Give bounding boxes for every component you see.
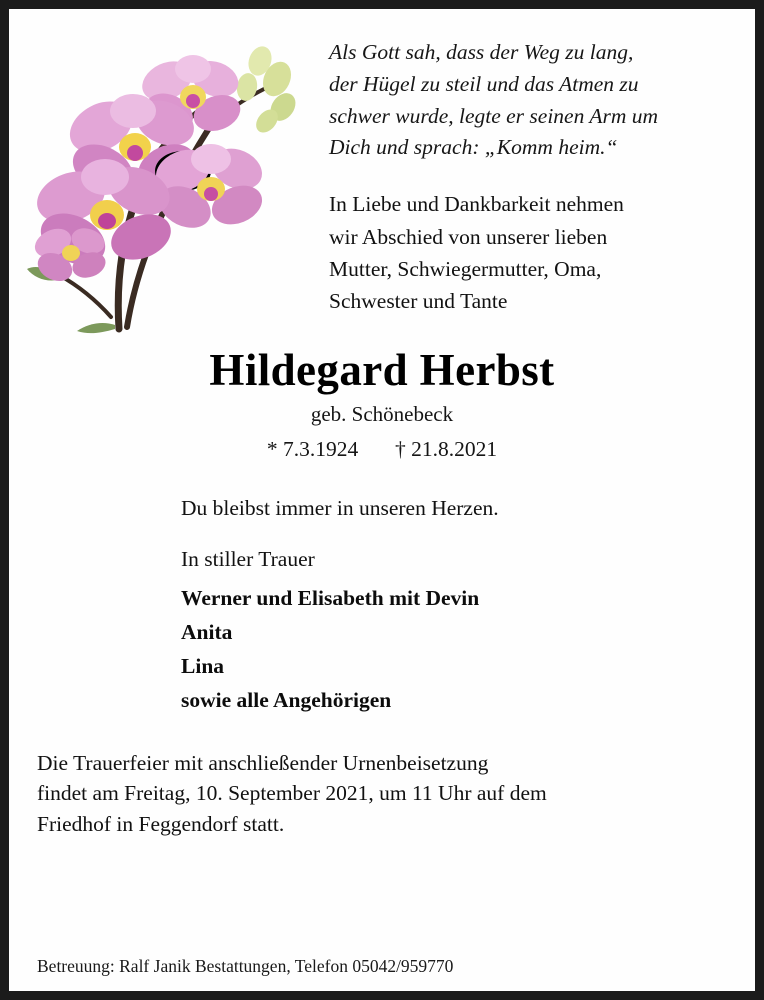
death-date: † 21.8.2021 — [395, 436, 498, 461]
mourner-item: Lina — [181, 653, 225, 678]
intro-line: wir Abschied von unserer lieben — [329, 224, 608, 249]
intro-line: Mutter, Schwiegermutter, Oma, — [329, 256, 602, 281]
ceremony-line: findet am Freitag, 10. September 2021, um 11 Uhr auf dem — [37, 781, 547, 806]
intro-text — [329, 188, 731, 317]
verse-line: Als Gott sah, dass der Weg zu lang, — [329, 40, 634, 64]
orchid-illustration-icon — [15, 17, 305, 337]
obituary-inner — [9, 9, 755, 991]
mourner-item: Werner und Elisabeth mit Devin — [181, 585, 480, 610]
deceased-name: Hildegard Herbst — [209, 345, 555, 396]
verse-line: Dich und sprach: „Komm heim.“ — [329, 135, 618, 160]
mourning-label: In stiller Trauer — [181, 546, 315, 571]
life-dates — [33, 437, 731, 462]
name-block — [33, 345, 731, 461]
funeral-home-footer: Betreuung: Ralf Janik Bestattungen, Telefon 05042/959770 — [37, 956, 454, 976]
birth-date: * 7.3.1924 — [266, 436, 359, 461]
verse — [329, 37, 731, 164]
mourner-item: Anita — [181, 619, 233, 644]
epitaph: Du bleibst immer in unseren Herzen. — [181, 495, 499, 520]
verse-line: schwer wurde, legte er seinen Arm um — [329, 103, 659, 128]
verse-line: der Hügel zu steil und das Atmen zu — [329, 71, 639, 96]
top-text-block — [329, 27, 731, 317]
ceremony-details — [37, 748, 731, 841]
ceremony-line: Friedhof in Feggendorf statt. — [37, 812, 285, 837]
intro-line: Schwester und Tante — [329, 289, 508, 313]
maiden-name: geb. Schönebeck — [310, 401, 454, 426]
mourner-item: sowie alle Angehörigen — [181, 687, 392, 712]
mourners-list — [181, 582, 731, 718]
ceremony-line: Die Trauerfeier mit anschließender Urnenbeisetzung — [37, 750, 489, 775]
intro-line: In Liebe und Dankbarkeit nehmen — [329, 192, 624, 217]
